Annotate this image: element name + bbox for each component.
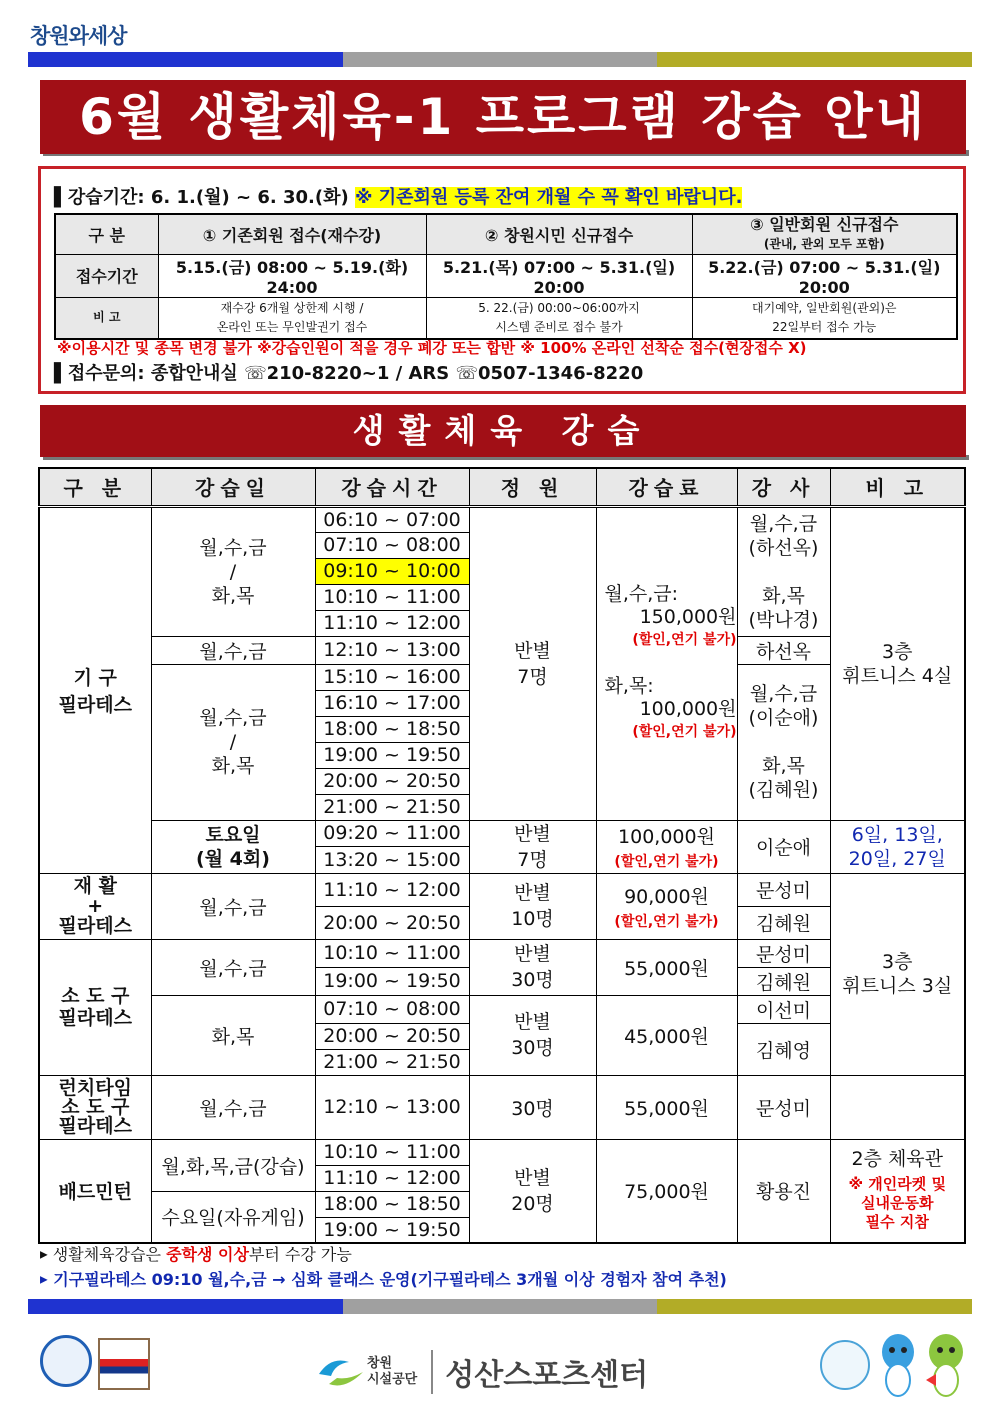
- capacity-cell: 30명: [469, 1075, 596, 1139]
- col-time: 강습시간: [315, 468, 469, 506]
- schedule-table: [38, 467, 966, 1244]
- reg-period-label: 접수기간: [55, 254, 158, 297]
- instructor-cell: 이순애: [737, 820, 830, 873]
- reg-period-general: 5.22.(금) 07:00 ~ 5.31.(일) 20:00: [692, 254, 957, 297]
- col-category: 구 분: [39, 468, 151, 506]
- col-days: 강습일: [151, 468, 315, 506]
- time-cell: 19:00 ~ 19:50: [315, 967, 469, 995]
- logo: 창원와세상: [30, 24, 127, 48]
- reg-header-citizen: ② 창원시민 신규접수: [426, 214, 692, 254]
- instructor-cell: 문성미: [737, 939, 830, 967]
- time-cell: 11:10 ~ 12:00: [315, 1165, 469, 1191]
- time-cell: 12:10 ~ 13:00: [315, 1075, 469, 1139]
- instructor-cell: 황용진: [737, 1139, 830, 1243]
- days-cell: 수요일(자유게임): [151, 1191, 315, 1243]
- section-title: 생활체육 강습: [40, 405, 966, 457]
- fee-cell: 55,000원: [596, 939, 737, 995]
- time-cell: 10:10 ~ 11:00: [315, 939, 469, 967]
- capacity-cell: 반별 7명: [469, 506, 596, 820]
- days-cell: 월,수,금 / 화,목: [151, 506, 315, 636]
- instructor-cell: 이선미: [737, 995, 830, 1023]
- note-cell: 2층 체육관 ※ 개인라켓 및 실내운동화 필수 지참: [830, 1139, 965, 1243]
- reg-header-existing: ① 기존회원 접수(재수강): [158, 214, 426, 254]
- col-capacity: 정 원: [469, 468, 596, 506]
- info-box: [38, 166, 966, 394]
- mascot-blue-icon: [878, 1330, 918, 1400]
- time-cell: 18:00 ~ 18:50: [315, 716, 469, 742]
- category-lunch-pilates: 런치타임 소 도 구 필라테스: [39, 1075, 151, 1139]
- capacity-cell: 반별 20명: [469, 1139, 596, 1243]
- capacity-cell: 반별 30명: [469, 995, 596, 1075]
- instructor-cell: 김혜원: [737, 967, 830, 995]
- days-cell: 월,수,금 / 화,목: [151, 664, 315, 820]
- fee-cell: 55,000원: [596, 1075, 737, 1139]
- time-cell: 21:00 ~ 21:50: [315, 1049, 469, 1075]
- note-cell-dates: 6일, 13일, 20일, 27일: [830, 820, 965, 873]
- category-badminton: 배드민턴: [39, 1139, 151, 1243]
- time-cell: 15:10 ~ 16:00: [315, 664, 469, 690]
- time-cell: 10:10 ~ 11:00: [315, 1139, 469, 1165]
- time-cell: 11:10 ~ 12:00: [315, 610, 469, 636]
- registration-table: [54, 213, 958, 340]
- reg-note-existing: 재수강 6개월 상한제 시행 / 온라인 또는 무인발권기 접수: [158, 297, 426, 339]
- footer-notes: [40, 1243, 727, 1292]
- time-cell: 07:10 ~ 08:00: [315, 995, 469, 1023]
- days-cell-saturday: 토요일 (월 4회): [151, 820, 315, 873]
- time-cell: 16:10 ~ 17:00: [315, 690, 469, 716]
- days-cell: 월,수,금: [151, 636, 315, 664]
- category-small-tools-pilates: 소 도 구 필라테스: [39, 939, 151, 1075]
- fee-cell: 90,000원 (할인,연기 불가): [596, 873, 737, 939]
- brand: [315, 1350, 648, 1394]
- warning-text: ※이용시간 및 종목 변경 불가 ※강습인원이 적을 경우 폐강 또는 합반 ※ 100% 온라인 선착순 접수(현장접수 X): [57, 339, 807, 357]
- instructor-cell: 월,수,금 (하선옥) 화,목 (박나경): [737, 506, 830, 636]
- footer-note-advanced: ▶ 기구필라테스 09:10 월,수,금 → 심화 클래스 운영(기구필라테스 3개월 이상 경험자 참여 추천): [40, 1269, 727, 1289]
- time-cell: 19:00 ~ 19:50: [315, 1217, 469, 1243]
- bottom-stripe: [28, 1299, 972, 1314]
- time-cell: 20:00 ~ 20:50: [315, 906, 469, 939]
- time-cell: 10:10 ~ 11:00: [315, 584, 469, 610]
- instructor-cell: 하선옥: [737, 636, 830, 664]
- fee-cell: 월,수,금: 150,000원 (할인,연기 불가) 화,목: 100,000원 (할인,연기 불가): [596, 506, 737, 820]
- org-name: 창원 시설공단: [367, 1356, 418, 1387]
- instructor-cell: 문성미: [737, 1075, 830, 1139]
- col-note: 비 고: [830, 468, 965, 506]
- reg-note-label: 비 고: [55, 297, 158, 339]
- capacity-cell: 반별 10명: [469, 873, 596, 939]
- days-cell: 월,화,목,금(강습): [151, 1139, 315, 1191]
- capacity-cell: 반별 30명: [469, 939, 596, 995]
- time-cell: 18:00 ~ 18:50: [315, 1191, 469, 1217]
- fee-cell: 75,000원: [596, 1139, 737, 1243]
- time-cell: 19:00 ~ 19:50: [315, 742, 469, 768]
- page-title: 6월 생활체육-1 프로그램 강습 안내: [40, 80, 966, 154]
- time-cell: 07:10 ~ 08:00: [315, 532, 469, 558]
- col-instructor: 강 사: [737, 468, 830, 506]
- note-cell: 3층 휘트니스 4실: [830, 506, 965, 820]
- notice-highlight: ※ 기존회원 등록 잔여 개월 수 꼭 확인 바랍니다.: [354, 187, 743, 208]
- time-cell: 20:00 ~ 20:50: [315, 1023, 469, 1049]
- instructor-cell: 문성미: [737, 873, 830, 906]
- center-name: 성산스포츠센터: [431, 1350, 648, 1394]
- fee-cell: 45,000원: [596, 995, 737, 1075]
- award-mark-icon: [98, 1338, 150, 1390]
- time-cell: 21:00 ~ 21:50: [315, 794, 469, 820]
- note-cell: 3층 휘트니스 3실: [830, 873, 965, 1075]
- time-cell: 13:20 ~ 15:00: [315, 847, 469, 874]
- time-cell: 06:10 ~ 07:00: [315, 506, 469, 532]
- days-cell: 월,수,금: [151, 939, 315, 995]
- instructor-cell: 월,수,금 (이순애) 화,목 (김혜원): [737, 664, 830, 820]
- time-cell: 11:10 ~ 12:00: [315, 873, 469, 906]
- capacity-cell: 반별 7명: [469, 820, 596, 873]
- fee-cell: 100,000원 (할인,연기 불가): [596, 820, 737, 873]
- category-equipment-pilates: 기 구 필라테스: [39, 506, 151, 873]
- time-cell: 20:00 ~ 20:50: [315, 768, 469, 794]
- days-cell: 화,목: [151, 995, 315, 1075]
- reg-period-existing: 5.15.(금) 08:00 ~ 5.19.(화) 24:00: [158, 254, 426, 297]
- contact-line: ▌접수문의: 종합안내실 ☏210-8220~1 / ARS ☏0507-1346-8220: [54, 363, 644, 384]
- days-cell: 월,수,금: [151, 1075, 315, 1139]
- reg-note-general: 대기예약, 일반회원(관외)은 22일부터 접수 가능: [692, 297, 957, 339]
- footer-note-age: ▶ 생활체육강습은 중학생 이상부터 수강 가능: [40, 1245, 352, 1264]
- org-logo-icon: [315, 1352, 367, 1392]
- reg-header-general: ③ 일반회원 신규접수 (관내, 관외 모두 포함): [692, 214, 957, 254]
- mascot-green-icon: [924, 1330, 968, 1400]
- time-cell-highlight: 09:10 ~ 10:00: [315, 558, 469, 584]
- consumer-mark-icon: [820, 1340, 870, 1390]
- instructor-cell: 김혜원: [737, 906, 830, 939]
- time-cell: 09:20 ~ 11:00: [315, 820, 469, 847]
- reg-period-citizen: 5.21.(목) 07:00 ~ 5.31.(일) 20:00: [426, 254, 692, 297]
- instructor-cell: 김혜영: [737, 1023, 830, 1075]
- days-cell: 월,수,금: [151, 873, 315, 939]
- period-line: ▌강습기간: 6. 1.(월) ~ 6. 30.(화) ※ 기존회원 등록 잔여 개월 수 꼭 확인 바랍니다.: [54, 187, 743, 208]
- category-rehab-pilates: 재 활 + 필라테스: [39, 873, 151, 939]
- col-fee: 강습료: [596, 468, 737, 506]
- top-stripe: [28, 52, 972, 67]
- reg-note-citizen: 5. 22.(금) 00:00~06:00까지 시스템 준비로 접수 불가: [426, 297, 692, 339]
- certification-seal-icon: [40, 1335, 92, 1387]
- time-cell: 12:10 ~ 13:00: [315, 636, 469, 664]
- reg-header-category: 구 분: [55, 214, 158, 254]
